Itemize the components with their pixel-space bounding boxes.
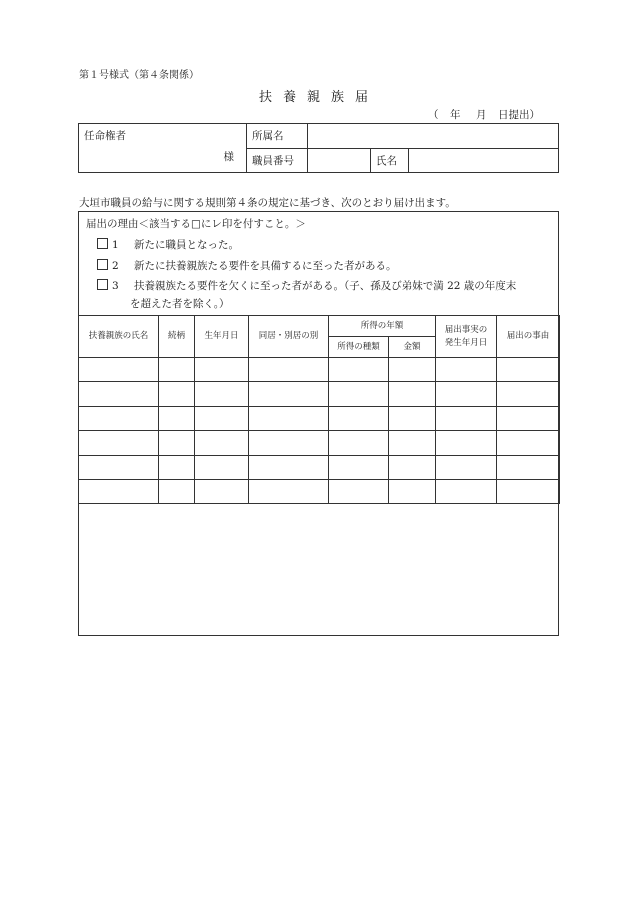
name-cell[interactable] bbox=[79, 455, 159, 479]
option-number: 2 bbox=[112, 260, 119, 272]
reason-option-3-continued: を超えた者を除く。） bbox=[130, 298, 230, 310]
header-table bbox=[78, 123, 559, 173]
birth-cell[interactable] bbox=[195, 382, 249, 406]
income-type-cell[interactable] bbox=[329, 358, 389, 382]
birth-cell[interactable] bbox=[195, 479, 249, 503]
dept-label: 所属名 bbox=[247, 124, 308, 149]
reason-cell[interactable] bbox=[497, 479, 560, 503]
table-row bbox=[79, 406, 560, 430]
reason-cell[interactable] bbox=[497, 431, 560, 455]
income-type-cell[interactable] bbox=[329, 382, 389, 406]
income-amount-cell[interactable] bbox=[389, 406, 436, 430]
reason-cell[interactable] bbox=[497, 382, 560, 406]
income-type-cell[interactable] bbox=[329, 455, 389, 479]
relation-cell[interactable] bbox=[159, 455, 195, 479]
name-cell[interactable] bbox=[79, 406, 159, 430]
intro-text: 大垣市職員の給与に関する規則第４条の規定に基づき、次のとおり届け出ます。 bbox=[79, 197, 456, 209]
name-cell[interactable] bbox=[79, 358, 159, 382]
name-cell[interactable] bbox=[79, 382, 159, 406]
relation-cell[interactable] bbox=[159, 358, 195, 382]
form-title: 扶養親族届 bbox=[258, 90, 379, 105]
col-living-header: 同居・別居の別 bbox=[249, 316, 329, 358]
birth-cell[interactable] bbox=[195, 455, 249, 479]
staff-no-label: 職員番号 bbox=[247, 148, 308, 173]
living-cell[interactable] bbox=[249, 455, 329, 479]
option-number: 3 bbox=[112, 280, 119, 292]
relation-cell[interactable] bbox=[159, 431, 195, 455]
dependents-table bbox=[78, 315, 560, 504]
income-type-cell[interactable] bbox=[329, 431, 389, 455]
reason-option-1 bbox=[97, 237, 239, 252]
relation-cell[interactable] bbox=[159, 406, 195, 430]
income-amount-cell[interactable] bbox=[389, 358, 436, 382]
dept-field[interactable] bbox=[308, 124, 559, 149]
col-event-line2: 発生年月日 bbox=[444, 337, 488, 348]
col-event-line1: 届出事実の bbox=[444, 324, 488, 335]
income-amount-cell[interactable] bbox=[389, 431, 436, 455]
event-date-cell[interactable] bbox=[436, 455, 497, 479]
living-cell[interactable] bbox=[249, 431, 329, 455]
reason-option-3 bbox=[97, 278, 516, 293]
date-year-label: 年 bbox=[450, 109, 461, 121]
name-field[interactable] bbox=[409, 148, 559, 173]
relation-cell[interactable] bbox=[159, 479, 195, 503]
table-row bbox=[79, 358, 560, 382]
date-month-label: 月 bbox=[476, 109, 487, 121]
col-income-amount-header: 金額 bbox=[389, 337, 436, 358]
income-amount-cell[interactable] bbox=[389, 479, 436, 503]
income-amount-cell[interactable] bbox=[389, 382, 436, 406]
col-income-type-header: 所得の種類 bbox=[329, 337, 389, 358]
income-type-cell[interactable] bbox=[329, 479, 389, 503]
event-date-cell[interactable] bbox=[436, 358, 497, 382]
col-relation-header: 続柄 bbox=[159, 316, 195, 358]
form-number: 第１号様式（第４条関係） bbox=[79, 70, 199, 81]
checkbox-2[interactable] bbox=[97, 259, 108, 270]
event-date-cell[interactable] bbox=[436, 479, 497, 503]
col-birth-header: 生年月日 bbox=[195, 316, 249, 358]
option-text: 新たに職員となった。 bbox=[134, 239, 239, 251]
name-cell[interactable] bbox=[79, 431, 159, 455]
submission-date bbox=[428, 107, 540, 122]
event-date-cell[interactable] bbox=[436, 406, 497, 430]
name-label: 氏名 bbox=[371, 148, 409, 173]
table-row bbox=[79, 479, 560, 503]
event-date-cell[interactable] bbox=[436, 382, 497, 406]
option-text: 扶養親族たる要件を欠くに至った者がある。（子、孫及び弟妹で満 22 歳の年度末 bbox=[134, 280, 517, 292]
col-reason-header: 届出の事由 bbox=[497, 316, 560, 358]
income-amount-cell[interactable] bbox=[389, 455, 436, 479]
reason-cell[interactable] bbox=[497, 455, 560, 479]
checkbox-1[interactable] bbox=[97, 238, 108, 249]
appointer-label: 任命権者 bbox=[84, 130, 126, 142]
living-cell[interactable] bbox=[249, 479, 329, 503]
birth-cell[interactable] bbox=[195, 358, 249, 382]
birth-cell[interactable] bbox=[195, 431, 249, 455]
income-type-cell[interactable] bbox=[329, 406, 389, 430]
col-event-date-header bbox=[436, 316, 497, 358]
table-row bbox=[79, 431, 560, 455]
living-cell[interactable] bbox=[249, 358, 329, 382]
date-day-label: 日提出） bbox=[498, 109, 540, 121]
reason-option-2 bbox=[97, 258, 397, 273]
birth-cell[interactable] bbox=[195, 406, 249, 430]
table-row bbox=[79, 382, 560, 406]
option-number: 1 bbox=[112, 239, 119, 251]
date-paren-open: （ bbox=[428, 109, 439, 121]
reason-cell[interactable] bbox=[497, 358, 560, 382]
option-text: 新たに扶養親族たる要件を具備するに至った者がある。 bbox=[134, 260, 397, 272]
name-cell[interactable] bbox=[79, 479, 159, 503]
col-income-header: 所得の年額 bbox=[329, 316, 436, 337]
living-cell[interactable] bbox=[249, 382, 329, 406]
event-date-cell[interactable] bbox=[436, 431, 497, 455]
col-name-header: 扶養親族の氏名 bbox=[79, 316, 159, 358]
appointer-cell bbox=[79, 124, 247, 173]
reason-heading: 届出の理由＜該当する□にレ印を付すこと。＞ bbox=[86, 218, 306, 230]
checkbox-3[interactable] bbox=[97, 279, 108, 290]
relation-cell[interactable] bbox=[159, 382, 195, 406]
appointer-suffix: 様 bbox=[223, 151, 234, 163]
living-cell[interactable] bbox=[249, 406, 329, 430]
staff-no-field[interactable] bbox=[308, 148, 371, 173]
table-row bbox=[79, 455, 560, 479]
reason-cell[interactable] bbox=[497, 406, 560, 430]
